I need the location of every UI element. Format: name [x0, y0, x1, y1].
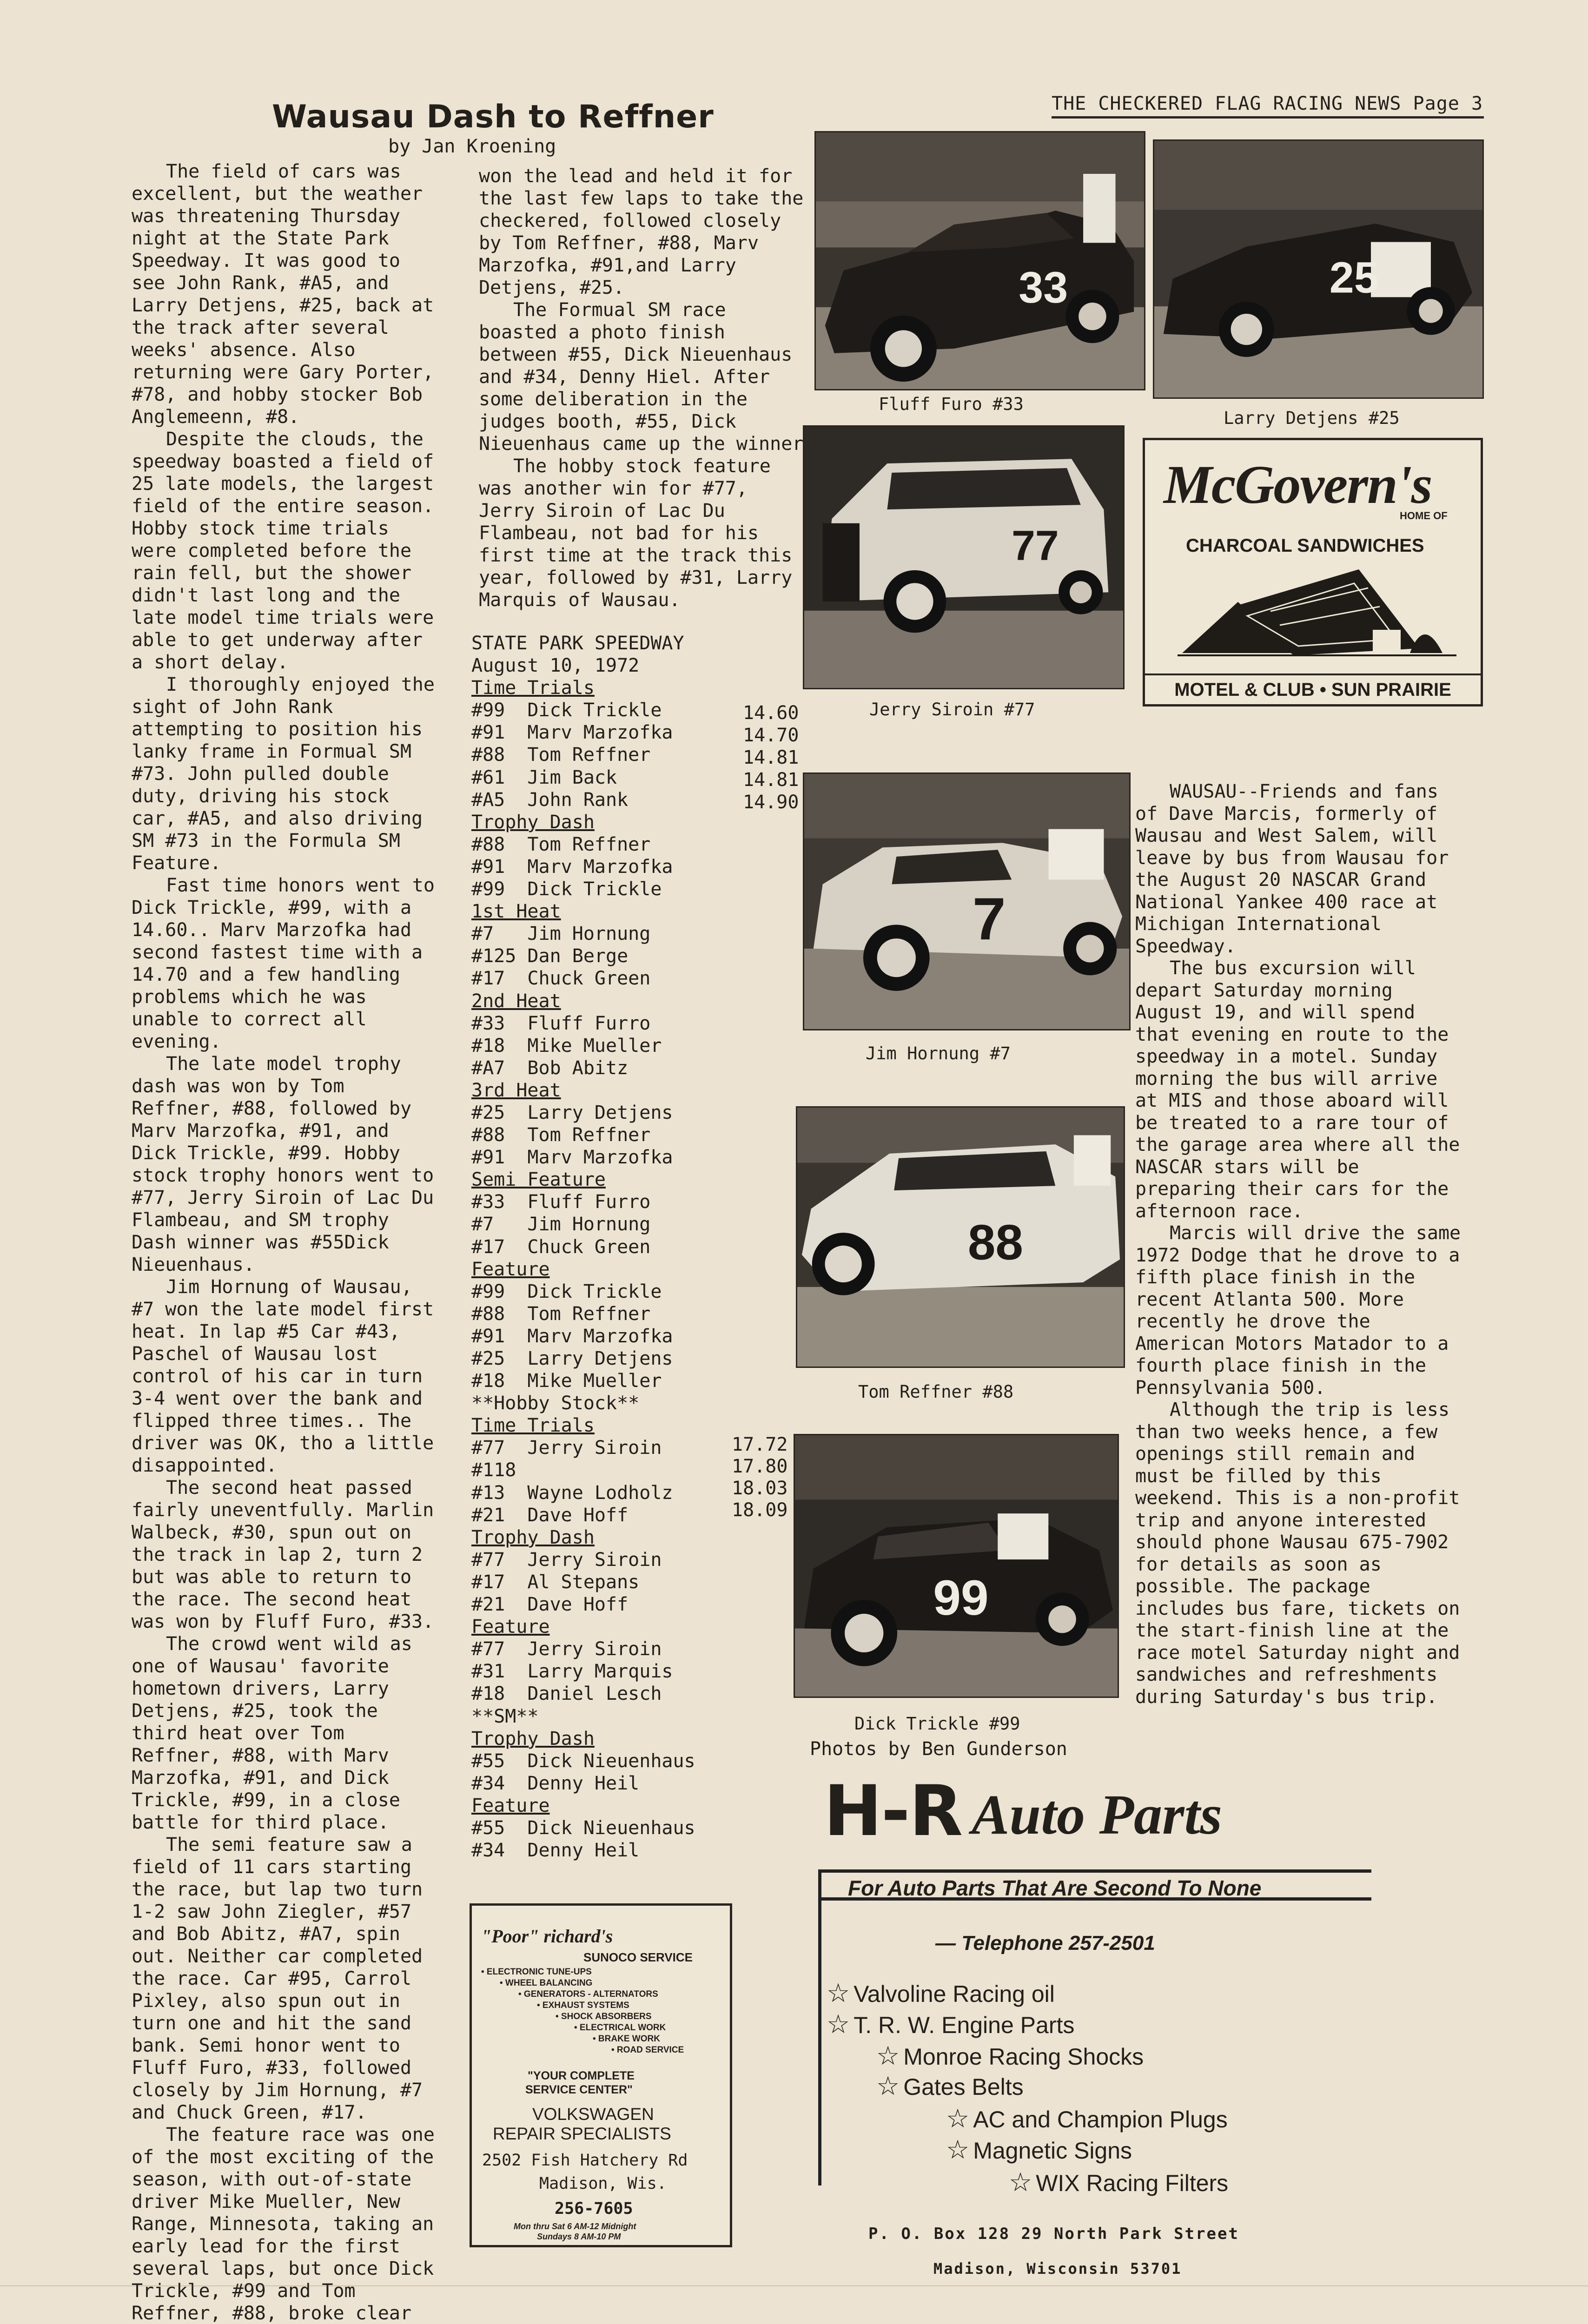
results-heading: Trophy Dash	[471, 1526, 595, 1548]
marcis-story	[1135, 781, 1470, 1708]
results-row: #21 Dave Hoff	[471, 1504, 629, 1526]
results-row: #88 Tom Reffner	[471, 833, 651, 855]
running-head: THE CHECKERED FLAG RACING NEWS Page 3	[1052, 93, 1484, 119]
pr-service: • ROAD SERVICE	[611, 2045, 684, 2055]
results-row: #88 Tom Reffner	[471, 1124, 651, 1146]
photo-credit: Photos by Ben Gunderson	[810, 1738, 1067, 1760]
photo-fluff-furo	[814, 131, 1145, 390]
results-row: #25 Larry Detjens	[471, 1348, 673, 1369]
pr-hours: Mon thru Sat 6 AM-12 Midnight	[514, 2222, 636, 2231]
results-list	[471, 632, 834, 1862]
paragraph: The late model trophy dash was won by Tom Reffner, #88, followed by Marv Marzofka, #91, and Dick Trickle, #99. Hobby stock trophy honors went to #77, Jerry Siroin of Lac Du Flambeau, and SM trophy Dash winner was #55Dick Nieuenhaus.	[132, 1053, 434, 1275]
lap-time: 17.80	[732, 1456, 788, 1477]
headline: Wausau Dash to Reffner	[272, 99, 714, 135]
results-row: #118	[471, 1459, 516, 1481]
caption-jerry-siroin: Jerry Siroin #77	[869, 700, 1035, 720]
hr-item: ☆ Valvoline Racing oil	[827, 1978, 1055, 2007]
paragraph: Marcis will drive the same 1972 Dodge that he drove to a fifth place finish in the recent Atlanta 500. More recently he drove the American Motors Matador to a fourth place finish in the Pennsylvania 500.	[1135, 1222, 1461, 1399]
results-row: #61 Jim Back	[471, 766, 617, 788]
car-number-7: 7	[972, 885, 1006, 953]
results-heading: Trophy Dash	[471, 1728, 595, 1750]
results-row: #77 Jerry Siroin	[471, 1437, 662, 1459]
results-heading: 2nd Heat	[471, 990, 561, 1012]
pr-name: "Poor" richard's	[481, 1926, 613, 1947]
results-row: #18 Mike Mueller	[471, 1035, 662, 1056]
results-row: #34 Denny Heil	[471, 1840, 640, 1862]
results-heading: Feature	[471, 1616, 550, 1638]
results-heading: 1st Heat	[471, 901, 561, 923]
lap-time: 18.03	[732, 1478, 788, 1499]
pr-address: 2502 Fish Hatchery Rd	[482, 2151, 688, 2170]
paragraph: The field of cars was excellent, but the weather was threatening Thursday night at the State Park Speedway. It was good to see John Rank, #A5, and Larry Detjens, #25, back at the track after several weeks' absence. Also returning were Gary Porter, #78, and hobby stocker Bob Anglemeenn, #8.	[132, 161, 434, 428]
results-row: #7 Jim Hornung	[471, 923, 651, 945]
caption-tom-reffner: Tom Reffner #88	[858, 1382, 1014, 1402]
results-row: #99 Dick Trickle	[471, 1281, 662, 1302]
pr-specialty: REPAIR SPECIALISTS	[493, 2124, 671, 2143]
hr-item: ☆ T. R. W. Engine Parts	[827, 2009, 1075, 2039]
car-number-33: 33	[1019, 263, 1068, 312]
results-heading: Time Trials	[471, 1415, 595, 1437]
results-row: #91 Marv Marzofka	[471, 1147, 673, 1169]
photo-larry-detjens	[1153, 139, 1484, 399]
lap-time: 14.81	[743, 747, 799, 768]
pr-phone: 256-7605	[555, 2199, 633, 2218]
hr-tagline: For Auto Parts That Are Second To None	[848, 1876, 1262, 1900]
mcgovern-ad	[1143, 438, 1483, 706]
results-row: #55 Dick Nieuenhaus	[471, 1750, 695, 1772]
caption-jim-hornung: Jim Hornung #7	[866, 1043, 1011, 1063]
results-venue: STATE PARK SPEEDWAY	[471, 633, 684, 654]
photo-dick-trickle	[794, 1434, 1119, 1698]
mcgovern-home-of: HOME OF	[1400, 510, 1448, 522]
results-row: #A5 John Rank	[471, 789, 629, 811]
hr-title-script: Auto Parts	[972, 1783, 1222, 1846]
results-row: #34 Denny Heil	[471, 1772, 640, 1794]
car-number-77: 77	[1012, 522, 1059, 569]
caption-fluff-furo: Fluff Furo #33	[879, 394, 1024, 414]
results-row: #91 Marv Marzofka	[471, 856, 673, 878]
results-body	[471, 677, 834, 1862]
results-heading: Trophy Dash	[471, 811, 595, 833]
pr-slogan: "YOUR COMPLETE	[528, 2069, 635, 2082]
hr-rule	[818, 1869, 821, 2185]
caption-dick-trickle: Dick Trickle #99	[854, 1714, 1020, 1734]
results-row: #21 Dave Hoff	[471, 1594, 629, 1616]
results-row: #91 Marv Marzofka	[471, 1325, 673, 1347]
results-row: #17 Al Stepans	[471, 1571, 640, 1593]
paragraph: Although the trip is less than two weeks hence, a few openings still remain and must be filled by this weekend. This is a non-profit trip and anyone interested should phone Wausau 675-7902 for details as soon as possible. The package includes bus fare, tickets on the start-finish line at the race motel Saturday night and sandwiches and refreshments during Saturday's bus trip.	[1135, 1399, 1460, 1708]
star-icon: ☆	[827, 1978, 850, 2007]
pr-subtitle: SUNOCO SERVICE	[583, 1950, 693, 1964]
hr-telephone: — Telephone 257-2501	[935, 1932, 1155, 1954]
results-row: #17 Chuck Green	[471, 1236, 651, 1258]
late-model-times	[743, 702, 799, 813]
hr-item: ☆ Gates Belts	[876, 2071, 1024, 2100]
results-row: #55 Dick Nieuenhaus	[471, 1817, 695, 1839]
hr-rule	[818, 1869, 1371, 1873]
results-row: #33 Fluff Furro	[471, 1191, 651, 1213]
hr-auto-parts-ad	[818, 1771, 1469, 2310]
paragraph: The feature race was one of the most exciting of the season, with out-of-state driver Mike Mueller, New Range, Minnesota, taking an early lead for the first several laps, but once Dick Trickle, #99 and Tom Reffner, #88, broke clear	[132, 2124, 435, 2324]
results-row: #17 Chuck Green	[471, 968, 651, 990]
results-heading: Feature	[471, 1795, 550, 1816]
paragraph: The bus excursion will depart Saturday morning August 19, and will spend that evening en route to the speedway in a motel. Sunday morning the bus will arrive at MIS and those aboard will be treated to a rare tour of the garage area where all the NASCAR stars will be preparing their cars for the afternoon race.	[1135, 957, 1460, 1222]
results-heading: Semi Feature	[471, 1169, 606, 1191]
lap-time: 14.70	[743, 725, 799, 746]
results-heading: Feature	[471, 1258, 550, 1280]
paragraph: I thoroughly enjoyed the sight of John Rank attempting to position his lanky frame in Formual SM #73. John pulled double duty, driving his stock car, #A5, and also driving SM #73 in the Formula SM Feature.	[132, 674, 435, 874]
paragraph: The Formual SM race boasted a photo finish between #55, Dick Nieuenhaus and #34, Denny Hiel. After some deliberation in the judges booth, #55, Dick Nieuenhaus came up the winner	[479, 299, 804, 455]
pr-slogan: SERVICE CENTER"	[525, 2083, 633, 2096]
photo-jerry-siroin	[803, 425, 1125, 689]
pr-city: Madison, Wis.	[539, 2174, 667, 2193]
results-row: #7 Jim Hornung	[471, 1214, 651, 1235]
paragraph: Despite the clouds, the speedway boasted a field of 25 late models, the largest field of the entire season. Hobby stock time trials were completed before the rain fell, but the shower didn't last long and the late model time trials were able to get underway after a short delay.	[132, 429, 434, 673]
results-row: #99 Dick Trickle	[471, 878, 662, 900]
star-icon: ☆	[946, 2104, 970, 2133]
hr-item: ☆ Monroe Racing Shocks	[876, 2041, 1144, 2070]
paragraph: The semi feature saw a field of 11 cars starting the race, but lap two turn 1-2 saw John Ziegler, #57 and Bob Abitz, #A7, spin out. Neither car completed the race. Car #95, Carrol Pixley, also spun out in turn one and hit the sand bank. Semi honor went to Fluff Furo, #33, followed closely by Jim Hornung, #7 and Chuck Green, #17.	[132, 1834, 423, 2123]
pr-specialty: VOLKSWAGEN	[532, 2105, 654, 2124]
hr-item: ☆ Magnetic Signs	[946, 2135, 1132, 2164]
pr-service: • BRAKE WORK	[593, 2034, 660, 2044]
lap-time: 18.09	[732, 1499, 788, 1521]
pr-service: • GENERATORS - ALTERNATORS	[518, 1989, 658, 1999]
car-number-88: 88	[967, 1214, 1023, 1270]
star-icon: ☆	[876, 2041, 900, 2070]
lap-time: 17.72	[732, 1434, 788, 1455]
results-row: #88 Tom Reffner	[471, 744, 651, 766]
paragraph: The second heat passed fairly uneventfully. Marlin Walbeck, #30, spun out on the track in lap 2, turn 2 but was able to return to the race. The second heat was won by Fluff Furo, #33.	[132, 1477, 434, 1632]
results-row: #88 Tom Reffner	[471, 1303, 651, 1325]
photo-jim-hornung	[803, 772, 1131, 1030]
motel-building-illustration	[1178, 560, 1456, 662]
mcgovern-tagline: CHARCOAL SANDWICHES	[1186, 535, 1424, 556]
results-row: #77 Jerry Siroin	[471, 1549, 662, 1571]
car-number-99: 99	[933, 1569, 989, 1625]
lap-time: 14.60	[743, 702, 799, 724]
results-row: #31 Larry Marquis	[471, 1661, 673, 1683]
hobby-stock-times	[732, 1434, 787, 1521]
pr-service: • EXHAUST SYSTEMS	[537, 2000, 629, 2010]
poor-richards-ad	[470, 1903, 732, 2247]
paragraph: The crowd went wild as one of Wausau' favorite hometown drivers, Larry Detjens, #25, took the third heat over Tom Reffner, #88, with Marv Marzofka, #91, and Dick Trickle, #99, in a close battle for third place.	[132, 1633, 412, 1833]
star-icon: ☆	[827, 2009, 850, 2039]
fold-line	[0, 2285, 1588, 2286]
results-row: #13 Wayne Lodholz	[471, 1482, 673, 1504]
pr-service: • WHEEL BALANCING	[500, 1978, 593, 1988]
results-row: #99 Dick Trickle	[471, 700, 662, 721]
star-icon: ☆	[1009, 2167, 1032, 2197]
results-row: #91 Marv Marzofka	[471, 722, 673, 744]
pr-service: • ELECTRONIC TUNE-UPS	[481, 1967, 592, 1977]
results-row: #33 Fluff Furro	[471, 1012, 651, 1034]
paragraph: WAUSAU--Friends and fans of Dave Marcis, formerly of Wausau and West Salem, will leave by bus from Wausau for the August 20 NASCAR Grand National Yankee 400 race at Michigan International Speedway.	[1135, 781, 1449, 957]
mcgovern-footer: MOTEL & CLUB • SUN PRAIRIE	[1145, 673, 1481, 704]
results-heading: 3rd Heat	[471, 1079, 561, 1101]
lap-time: 14.81	[743, 769, 799, 791]
pr-service: • ELECTRICAL WORK	[574, 2023, 666, 2033]
pr-service: • SHOCK ABSORBERS	[556, 2012, 652, 2021]
paragraph: The hobby stock feature was another win for #77, Jerry Siroin of Lac Du Flambeau, not bad for his first time at the track this year, followed by #31, Larry Marquis of Wausau.	[479, 456, 793, 611]
lap-time: 14.90	[743, 792, 799, 813]
results-row: #125 Dan Berge	[471, 945, 629, 967]
star-icon: ☆	[946, 2135, 970, 2164]
byline: by Jan Kroening	[388, 136, 556, 157]
results-division-label: **Hobby Stock**	[471, 1393, 640, 1414]
results-heading: Time Trials	[471, 677, 595, 699]
results-row: #25 Larry Detjens	[471, 1102, 673, 1123]
car-number-25: 25	[1329, 253, 1379, 303]
paragraph: Fast time honors went to Dick Trickle, #99, with a 14.60.. Marv Marzofka had second fastest time with a 14.70 and a few handling problems which he was unable to correct all evening.	[132, 875, 435, 1052]
article-column-2	[479, 165, 804, 611]
results-row: #18 Mike Mueller	[471, 1370, 662, 1392]
hr-po-box: P. O. Box 128 29 North Park Street	[868, 2225, 1239, 2243]
results-row: #77 Jerry Siroin	[471, 1638, 662, 1660]
results-row: #A7 Bob Abitz	[471, 1057, 629, 1079]
hr-city: Madison, Wisconsin 53701	[933, 2260, 1182, 2278]
results-date: August 10, 1972	[471, 655, 640, 677]
article-column-1	[132, 160, 443, 2324]
hr-item: ☆ WIX Racing Filters	[1009, 2167, 1229, 2197]
paragraph: won the lead and held it for the last few laps to take the checkered, followed closely by Tom Reffner, #88, Marv Marzofka, #91,and Larry Detjens, #25.	[479, 165, 804, 298]
star-icon: ☆	[876, 2071, 900, 2100]
results-division-label: **SM**	[471, 1705, 539, 1727]
caption-larry-detjens: Larry Detjens #25	[1224, 408, 1400, 428]
pr-hours: Sundays 8 AM-10 PM	[537, 2232, 621, 2241]
hr-title: H-R	[824, 1771, 962, 1852]
hr-item: ☆ AC and Champion Plugs	[946, 2104, 1228, 2133]
mcgovern-name: McGovern's	[1164, 454, 1432, 515]
photo-tom-reffner	[796, 1106, 1125, 1368]
paragraph: Jim Hornung of Wausau, #7 won the late model first heat. In lap #5 Car #43, Paschel of Wausau lost control of his car in turn 3-4 went over the bank and flipped three times.. The driver was OK, tho a little disappointed.	[132, 1276, 434, 1476]
results-row: #18 Daniel Lesch	[471, 1683, 662, 1705]
